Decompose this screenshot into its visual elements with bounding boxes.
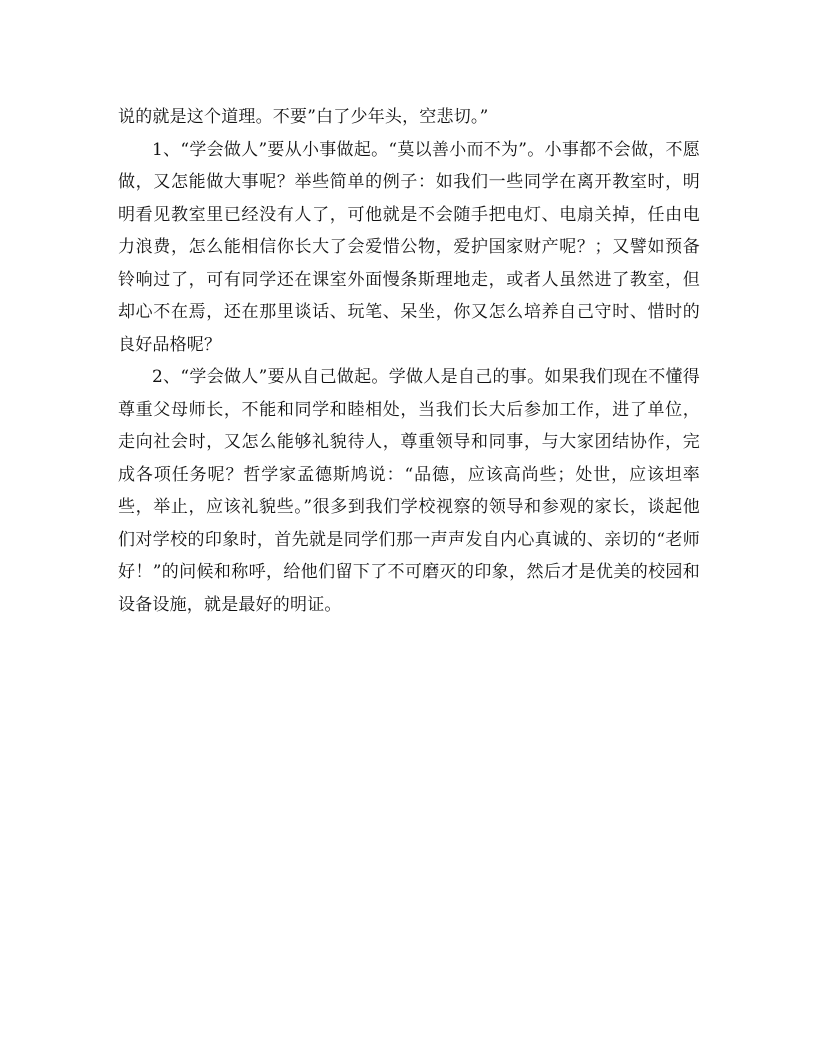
paragraph-point-2: 2、“学会做人”要从自己做起。学做人是自己的事。如果我们现在不懂得尊重父母师长，不能和同学和睦相处，当我们长大后参加工作，进了单位，走向社会时，又怎么能够礼貌待人，尊重领导和同事，与大家团结协作，完成各项任务呢？哲学家孟德斯鸠说：“品德，应该高尚些；处世，应该坦率些，举止，应该礼貌些。”很多到我们学校视察的领导和参观的家长，谈起他们对学校的印象时，首先就是同学们那一声声发自内心真诚的、亲切的“老师好！”的问候和称呼，给他们留下了不可磨灭的印象，然后才是优美的校园和设备设施，就是最好的明证。	[118, 367, 700, 615]
paragraph-point-1: 1、“学会做人”要从小事做起。“莫以善小而不为”。小事都不会做，不愿做，又怎能做大事呢？举些简单的例子：如我们一些同学在离开教室时，明明看见教室里已经没有人了，可他就是不会随手把电灯、电扇关掉，任由电力浪费，怎么能相信你长大了会爱惜公物，爱护国家财产呢？；又譬如预备铃响过了，可有同学还在课室外面慢条斯理地走，或者人虽然进了教室，但却心不在焉，还在那里谈话、玩笔、呆坐，你又怎么培养自己守时、惜时的良好品格呢？	[118, 139, 700, 355]
document-body	[118, 101, 700, 621]
paragraph-continuation: 说的就是这个道理。不要”白了少年头，空悲切。”	[118, 107, 489, 127]
